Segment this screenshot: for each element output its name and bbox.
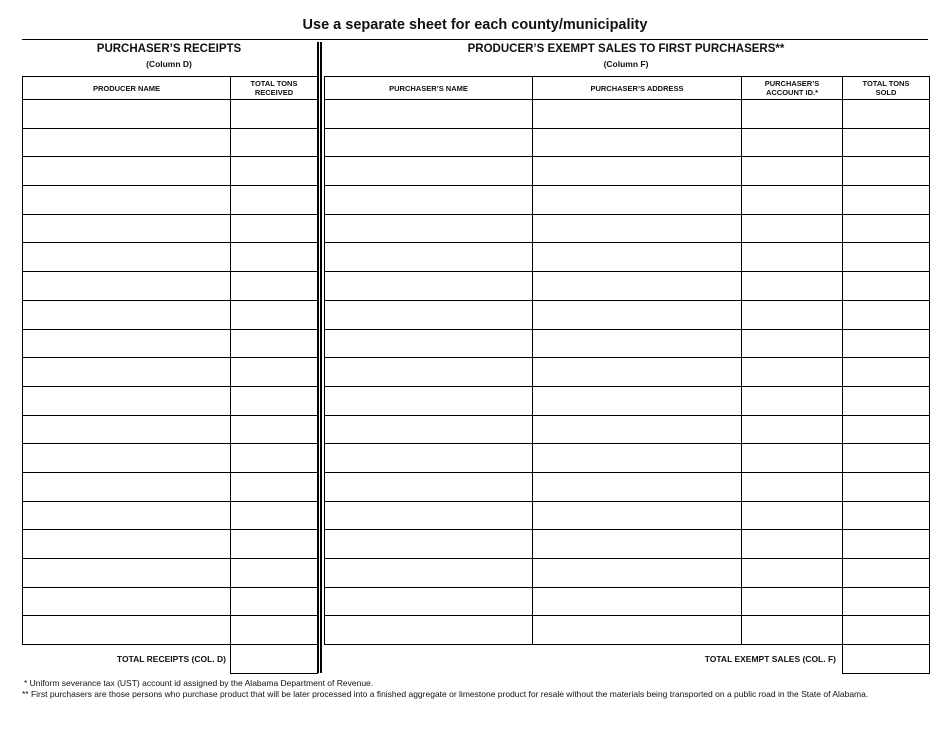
table-row xyxy=(325,100,930,129)
tons-received-cell[interactable] xyxy=(231,358,318,387)
account-id-cell[interactable] xyxy=(742,501,843,530)
account-id-cell[interactable] xyxy=(742,530,843,559)
column-f-label: (Column F) xyxy=(603,59,649,69)
account-id-cell[interactable] xyxy=(742,186,843,215)
tons-sold-cell[interactable] xyxy=(843,358,930,387)
tons-received-cell[interactable] xyxy=(231,272,318,301)
receipts-table xyxy=(22,76,318,645)
account-id-cell[interactable] xyxy=(742,587,843,616)
purchaser-name-cell[interactable] xyxy=(325,100,533,129)
table-row xyxy=(23,100,318,129)
tons-sold-cell[interactable] xyxy=(843,214,930,243)
column-d-label: (Column D) xyxy=(146,59,192,69)
top-rule xyxy=(22,39,928,40)
purchaser-name-cell[interactable] xyxy=(325,157,533,186)
purchaser-name-cell[interactable] xyxy=(325,272,533,301)
tons-sold-cell[interactable] xyxy=(843,272,930,301)
table-row xyxy=(23,501,318,530)
tons-received-cell[interactable] xyxy=(231,530,318,559)
tons-sold-cell[interactable] xyxy=(843,559,930,588)
table-row xyxy=(325,214,930,243)
account-id-cell[interactable] xyxy=(742,444,843,473)
total-tons-sold-header: TOTAL TONS SOLD xyxy=(843,77,930,100)
tons-sold-cell[interactable] xyxy=(843,329,930,358)
purchaser-address-cell[interactable] xyxy=(533,616,742,645)
account-id-cell[interactable] xyxy=(742,214,843,243)
purchaser-address-cell[interactable] xyxy=(533,559,742,588)
purchaser-name-cell[interactable] xyxy=(325,530,533,559)
purchaser-receipts-title: PURCHASER’S RECEIPTS xyxy=(96,43,242,55)
producer-name-cell[interactable] xyxy=(23,530,231,559)
account-id-cell[interactable] xyxy=(742,559,843,588)
purchaser-name-cell[interactable] xyxy=(325,587,533,616)
purchaser-name-cell[interactable] xyxy=(325,214,533,243)
purchaser-address-cell[interactable] xyxy=(533,272,742,301)
table-row xyxy=(23,358,318,387)
purchaser-name-cell[interactable] xyxy=(325,501,533,530)
table-row xyxy=(23,530,318,559)
producer-name-cell[interactable] xyxy=(23,100,231,129)
table-row xyxy=(325,128,930,157)
producer-name-cell[interactable] xyxy=(23,472,231,501)
table-row xyxy=(23,128,318,157)
table-row xyxy=(23,272,318,301)
tons-received-cell[interactable] xyxy=(231,415,318,444)
page-title: Use a separate sheet for each county/municipality xyxy=(302,17,648,33)
producer-name-cell[interactable] xyxy=(23,329,231,358)
purchaser-address-cell[interactable] xyxy=(533,415,742,444)
table-row xyxy=(325,415,930,444)
producer-name-cell[interactable] xyxy=(23,358,231,387)
purchaser-name-cell[interactable] xyxy=(325,300,533,329)
account-id-cell[interactable] xyxy=(742,616,843,645)
table-row xyxy=(325,501,930,530)
purchaser-name-cell[interactable] xyxy=(325,472,533,501)
account-id-cell[interactable] xyxy=(742,128,843,157)
purchaser-address-cell[interactable] xyxy=(533,128,742,157)
purchaser-address-cell[interactable] xyxy=(533,329,742,358)
account-id-cell[interactable] xyxy=(742,300,843,329)
tons-sold-cell[interactable] xyxy=(843,243,930,272)
total-tons-received-header: TOTAL TONS RECEIVED xyxy=(231,77,318,100)
purchaser-address-cell[interactable] xyxy=(533,444,742,473)
account-id-cell[interactable] xyxy=(742,100,843,129)
purchaser-name-cell[interactable] xyxy=(325,358,533,387)
tons-sold-cell[interactable] xyxy=(843,300,930,329)
account-id-cell[interactable] xyxy=(742,358,843,387)
producer-name-header: PRODUCER NAME xyxy=(23,77,231,100)
producer-name-cell[interactable] xyxy=(23,444,231,473)
tons-received-cell[interactable] xyxy=(231,157,318,186)
table-row xyxy=(23,243,318,272)
table-row xyxy=(23,386,318,415)
table-row xyxy=(325,386,930,415)
account-id-cell[interactable] xyxy=(742,157,843,186)
tons-sold-cell[interactable] xyxy=(843,616,930,645)
tons-sold-cell[interactable] xyxy=(843,186,930,215)
purchaser-name-cell[interactable] xyxy=(325,329,533,358)
tons-received-cell[interactable] xyxy=(231,329,318,358)
table-row xyxy=(23,300,318,329)
table-row xyxy=(23,559,318,588)
producer-name-cell[interactable] xyxy=(23,559,231,588)
producer-name-cell[interactable] xyxy=(23,501,231,530)
tons-sold-cell[interactable] xyxy=(843,501,930,530)
total-receipts-field[interactable] xyxy=(230,645,318,674)
table-row xyxy=(325,272,930,301)
table-row xyxy=(23,329,318,358)
table-row xyxy=(23,415,318,444)
footnote-account-id: * Uniform severance tax (UST) account id assigned by the Alabama Department of Revenue. xyxy=(24,678,374,688)
producer-name-cell[interactable] xyxy=(23,214,231,243)
tons-sold-cell[interactable] xyxy=(843,472,930,501)
tons-received-cell[interactable] xyxy=(231,559,318,588)
table-row xyxy=(325,616,930,645)
producer-name-cell[interactable] xyxy=(23,300,231,329)
purchaser-name-cell[interactable] xyxy=(325,559,533,588)
table-row xyxy=(23,444,318,473)
purchaser-address-cell[interactable] xyxy=(533,214,742,243)
purchaser-name-cell[interactable] xyxy=(325,415,533,444)
total-exempt-sales-label: TOTAL EXEMPT SALES (COL. F) xyxy=(704,654,836,664)
table-row xyxy=(325,157,930,186)
table-row xyxy=(23,587,318,616)
tons-received-cell[interactable] xyxy=(231,587,318,616)
tons-received-cell[interactable] xyxy=(231,472,318,501)
purchaser-address-cell[interactable] xyxy=(533,530,742,559)
tons-received-cell[interactable] xyxy=(231,300,318,329)
producer-name-cell[interactable] xyxy=(23,587,231,616)
account-id-cell[interactable] xyxy=(742,272,843,301)
table-row xyxy=(325,243,930,272)
total-receipts-label: TOTAL RECEIPTS (COL. D) xyxy=(116,654,226,664)
purchaser-name-cell[interactable] xyxy=(325,616,533,645)
producer-name-cell[interactable] xyxy=(23,272,231,301)
table-row xyxy=(325,300,930,329)
tons-sold-cell[interactable] xyxy=(843,157,930,186)
purchaser-address-cell[interactable] xyxy=(533,186,742,215)
table-row xyxy=(325,329,930,358)
purchaser-name-cell[interactable] xyxy=(325,128,533,157)
section-divider xyxy=(320,42,322,673)
table-row xyxy=(23,214,318,243)
tons-received-cell[interactable] xyxy=(231,100,318,129)
account-id-cell[interactable] xyxy=(742,415,843,444)
table-row xyxy=(325,559,930,588)
purchaser-address-cell[interactable] xyxy=(533,157,742,186)
table-row xyxy=(325,358,930,387)
tons-sold-cell[interactable] xyxy=(843,415,930,444)
account-id-cell[interactable] xyxy=(742,243,843,272)
table-row xyxy=(325,530,930,559)
table-row xyxy=(23,616,318,645)
purchaser-address-cell[interactable] xyxy=(533,300,742,329)
purchaser-name-cell[interactable] xyxy=(325,444,533,473)
account-id-cell[interactable] xyxy=(742,329,843,358)
tons-sold-cell[interactable] xyxy=(843,444,930,473)
table-row xyxy=(325,587,930,616)
table-row xyxy=(23,186,318,215)
tons-received-cell[interactable] xyxy=(231,386,318,415)
purchaser-name-header: PURCHASER’S NAME xyxy=(325,77,533,100)
tons-sold-cell[interactable] xyxy=(843,100,930,129)
purchaser-address-cell[interactable] xyxy=(533,358,742,387)
account-id-cell[interactable] xyxy=(742,386,843,415)
tons-sold-cell[interactable] xyxy=(843,587,930,616)
producer-name-cell[interactable] xyxy=(23,415,231,444)
table-row xyxy=(23,157,318,186)
total-exempt-sales-field[interactable] xyxy=(842,645,930,674)
tons-received-cell[interactable] xyxy=(231,243,318,272)
tons-received-cell[interactable] xyxy=(231,616,318,645)
tons-received-cell[interactable] xyxy=(231,444,318,473)
purchaser-address-cell[interactable] xyxy=(533,501,742,530)
table-row xyxy=(325,444,930,473)
account-id-cell[interactable] xyxy=(742,472,843,501)
purchaser-address-cell[interactable] xyxy=(533,243,742,272)
purchaser-account-id-header: PURCHASER’S ACCOUNT ID.* xyxy=(742,77,843,100)
purchaser-address-cell[interactable] xyxy=(533,100,742,129)
purchaser-name-cell[interactable] xyxy=(325,243,533,272)
producer-name-cell[interactable] xyxy=(23,386,231,415)
exempt-sales-title: PRODUCER’S EXEMPT SALES TO FIRST PURCHASERS** xyxy=(467,43,785,55)
purchaser-address-header: PURCHASER’S ADDRESS xyxy=(533,77,742,100)
purchaser-address-cell[interactable] xyxy=(533,386,742,415)
tons-received-cell[interactable] xyxy=(231,128,318,157)
footnote-first-purchasers: ** First purchasers are those persons who purchase product that will be later processed into a finished aggregate or limestone product for resale without the materials being transported on a public road in the State of Alabama. xyxy=(22,689,869,699)
tons-received-cell[interactable] xyxy=(231,186,318,215)
purchaser-name-cell[interactable] xyxy=(325,386,533,415)
purchaser-name-cell[interactable] xyxy=(325,186,533,215)
producer-name-cell[interactable] xyxy=(23,157,231,186)
producer-name-cell[interactable] xyxy=(23,243,231,272)
producer-name-cell[interactable] xyxy=(23,186,231,215)
producer-name-cell[interactable] xyxy=(23,128,231,157)
table-row xyxy=(325,472,930,501)
exempt-sales-table xyxy=(324,76,930,645)
purchaser-address-cell[interactable] xyxy=(533,587,742,616)
table-row xyxy=(325,186,930,215)
tons-sold-cell[interactable] xyxy=(843,386,930,415)
purchaser-address-cell[interactable] xyxy=(533,472,742,501)
producer-name-cell[interactable] xyxy=(23,616,231,645)
tons-sold-cell[interactable] xyxy=(843,128,930,157)
tons-received-cell[interactable] xyxy=(231,501,318,530)
table-row xyxy=(23,472,318,501)
tons-received-cell[interactable] xyxy=(231,214,318,243)
tons-sold-cell[interactable] xyxy=(843,530,930,559)
